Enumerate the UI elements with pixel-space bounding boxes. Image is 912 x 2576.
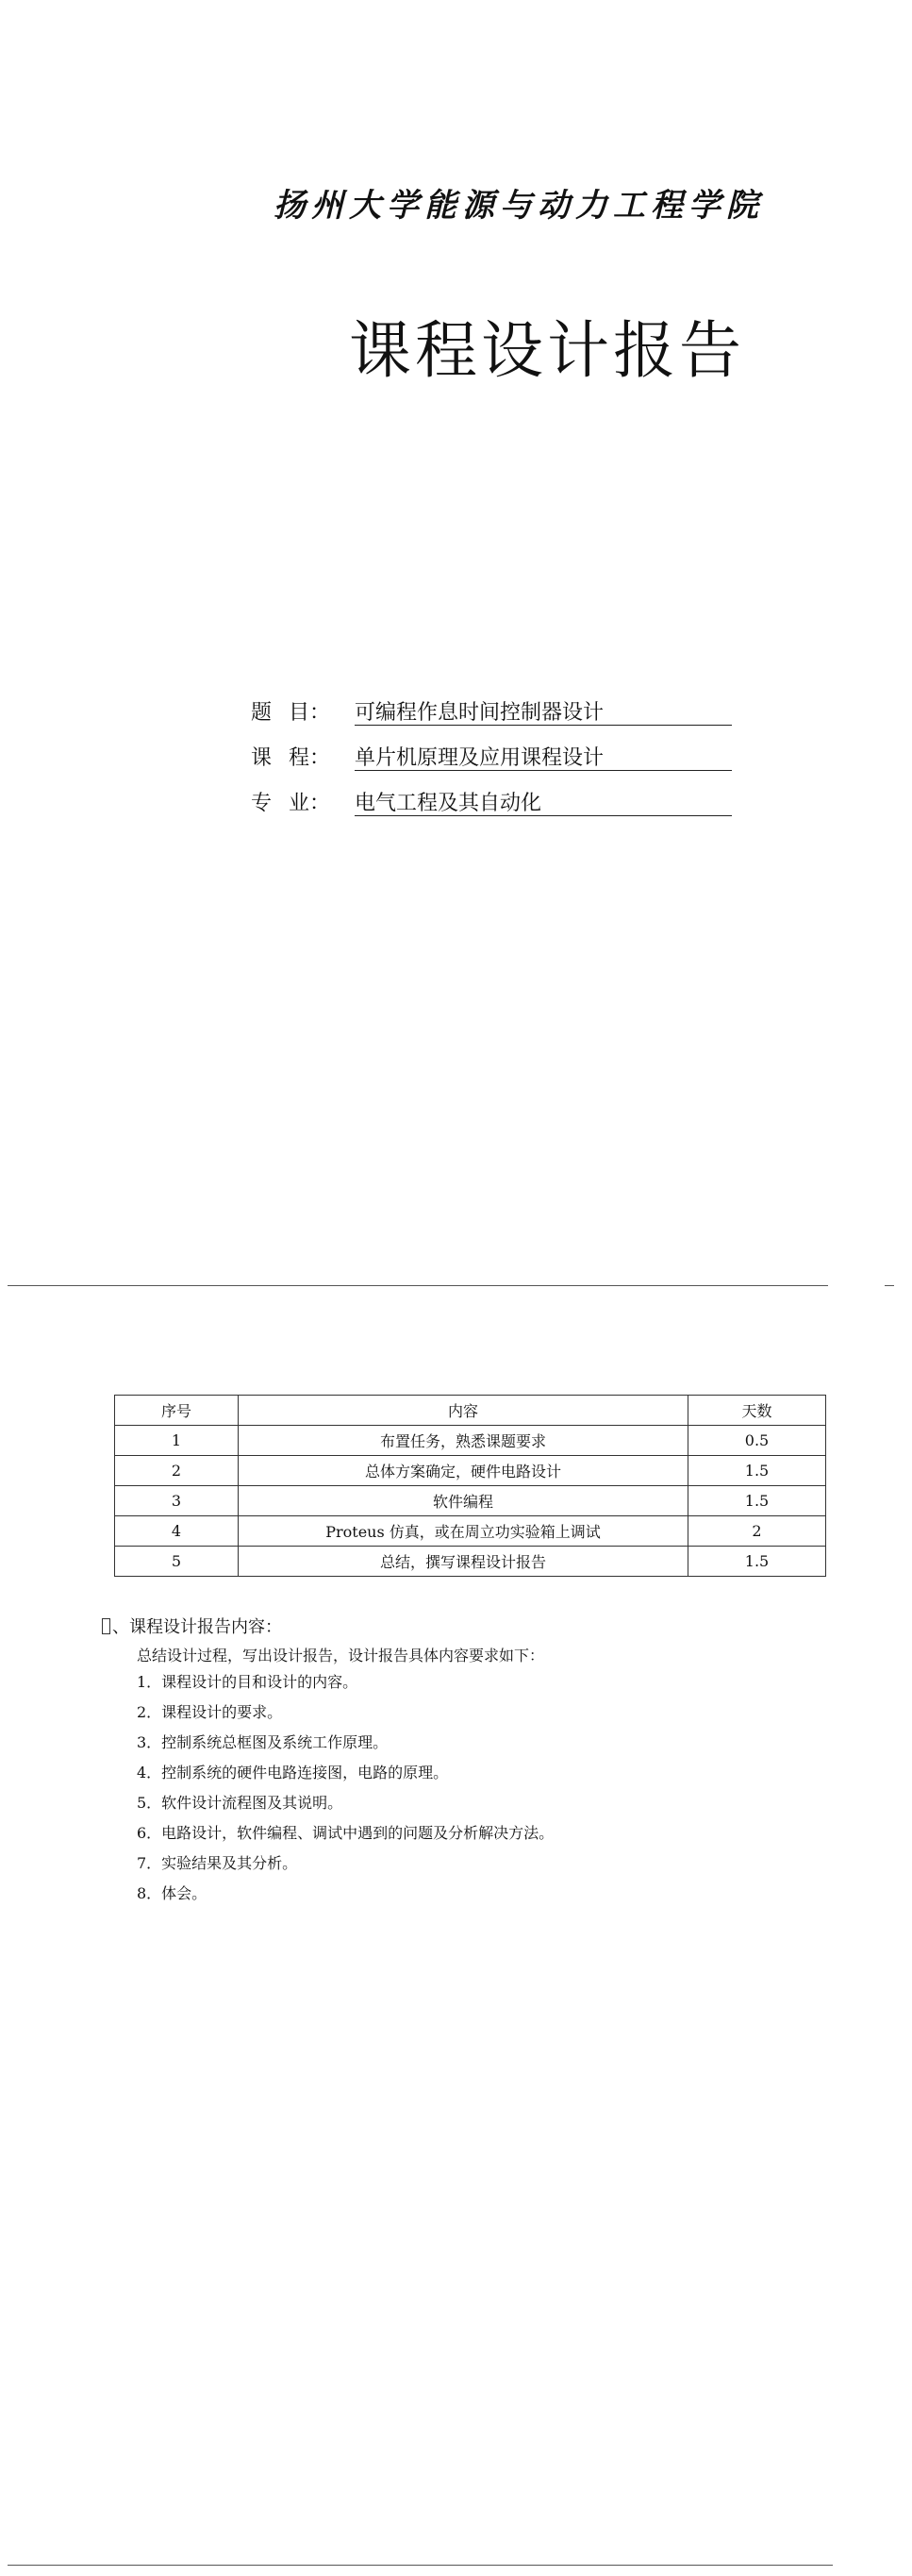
section-title: 、课程设计报告内容： [102, 1614, 282, 1638]
header-days: 天数 [688, 1396, 826, 1426]
list-item: 6．电路设计，软件编程、调试中遇到的问题及分析解决方法。 [137, 1824, 555, 1842]
cell-number: 1 [115, 1426, 239, 1456]
missing-glyph-icon [102, 1618, 110, 1634]
list-item: 8．体会。 [137, 1884, 207, 1902]
list-item: 1．课程设计的目和设计的内容。 [137, 1673, 358, 1691]
cell-number: 2 [115, 1456, 239, 1486]
cell-days: 2 [688, 1516, 826, 1547]
section-intro: 总结设计过程，写出设计报告，设计报告具体内容要求如下： [137, 1647, 545, 1664]
field-topic [251, 696, 732, 734]
field-major-label: 专 业： [251, 792, 330, 815]
field-course [251, 742, 732, 779]
cell-content: 布置任务，熟悉课题要求 [239, 1426, 688, 1456]
table-row [115, 1547, 826, 1577]
table-header-row [115, 1396, 826, 1426]
cell-days: 1.5 [688, 1547, 826, 1577]
cell-content: 总结，撰写课程设计报告 [239, 1547, 688, 1577]
schedule-table [114, 1395, 826, 1577]
cell-content: Proteus 仿真，或在周立功实验箱上调试 [239, 1516, 688, 1547]
list-item: 3．控制系统总框图及系统工作原理。 [137, 1733, 389, 1751]
list-item: 7．实验结果及其分析。 [137, 1854, 298, 1872]
field-major-value: 电气工程及其自动化 [355, 787, 732, 816]
cell-number: 5 [115, 1547, 239, 1577]
field-course-label: 课 程： [251, 746, 330, 770]
table-row [115, 1456, 826, 1486]
page-divider-bottom [8, 2565, 833, 2566]
field-topic-value: 可编程作息时间控制器设计 [355, 696, 732, 726]
list-item: 2．课程设计的要求。 [137, 1703, 283, 1721]
table-row [115, 1426, 826, 1456]
field-course-value: 单片机原理及应用课程设计 [355, 742, 732, 771]
cell-number: 3 [115, 1486, 239, 1516]
header-content: 内容 [239, 1396, 688, 1426]
cell-number: 4 [115, 1516, 239, 1547]
cell-days: 1.5 [688, 1486, 826, 1516]
page-divider-tick [885, 1285, 894, 1286]
cell-content: 总体方案确定，硬件电路设计 [239, 1456, 688, 1486]
school-name: 扬州大学能源与动力工程学院 [274, 187, 764, 225]
field-topic-label: 题 目： [251, 701, 330, 725]
requirements-list [137, 1673, 554, 1915]
cell-days: 1.5 [688, 1456, 826, 1486]
page-divider [8, 1285, 828, 1286]
report-title: 课程设计报告 [349, 314, 745, 387]
field-major [251, 787, 732, 825]
table-row [115, 1516, 826, 1547]
header-number: 序号 [115, 1396, 239, 1426]
cell-days: 0.5 [688, 1426, 826, 1456]
list-item: 4．控制系统的硬件电路连接图，电路的原理。 [137, 1764, 449, 1781]
table-row [115, 1486, 826, 1516]
cell-content: 软件编程 [239, 1486, 688, 1516]
list-item: 5．软件设计流程图及其说明。 [137, 1794, 343, 1812]
